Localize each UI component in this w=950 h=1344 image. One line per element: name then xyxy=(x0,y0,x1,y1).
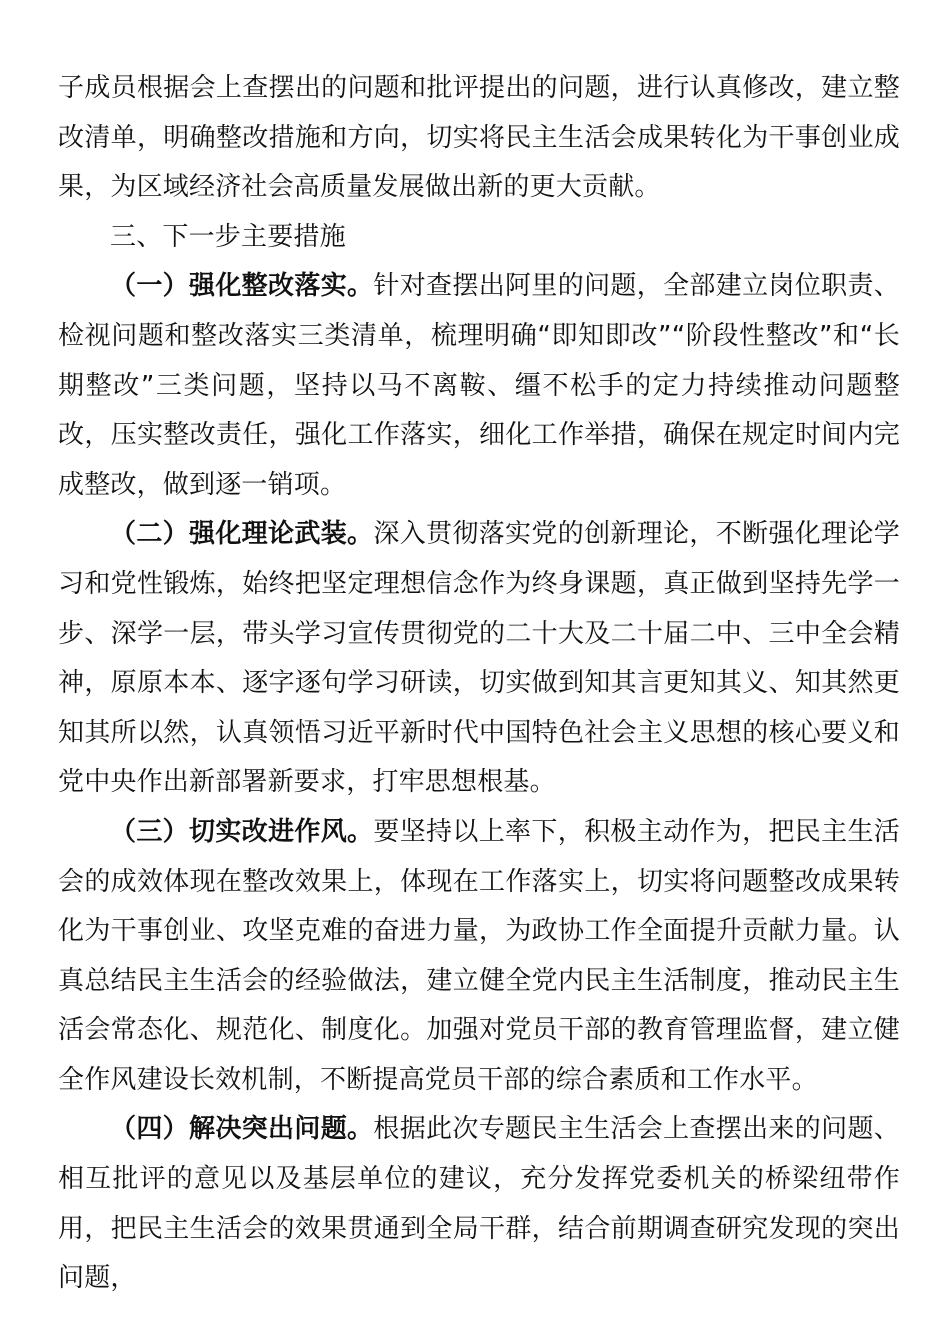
measure-heading-3: （三）切实改进作风。 xyxy=(110,816,374,847)
section-heading xyxy=(58,213,900,263)
measure-body-3: 要坚持以上率下，积极主动作为，把民主生活会的成效体现在整改效果上，体现在工作落实上，切实将问题整改成果转化为干事创业、攻坚克难的奋进力量，为政协工作全面提升贡献力量。认真总结民主生活会的经验做法，建立健全党内民主生活制度，推动民主生活会常态化、规范化、制度化。加强对党员干部的教育管理监督，建立健全作风建设长效机制，不断提高党员干部的综合素质和工作水平。 xyxy=(58,816,900,1095)
measure-body-1: 针对查摆出阿里的问题，全部建立岗位职责、检视问题和整改落实三类清单，梳理明确“即知即改”“阶段性整改”和“长期整改”三类问题，坚持以马不离鞍、缰不松手的定力持续推动问题整改，压实整改责任，强化工作落实，细化工作举措，确保在规定时间内完成整改，做到逐一销项。 xyxy=(58,271,900,500)
measure-heading-4: （四）解决突出问题。 xyxy=(110,1114,374,1145)
measure-body-4: 根据此次专题民主生活会上查摆出来的问题、相互批评的意见以及基层单位的建议，充分发挥党委机关的桥梁纽带作用，把民主生活会的效果贯通到全局干群，结合前期调查研究发现的突出问题， xyxy=(58,1114,900,1294)
measure-body-2: 深入贯彻落实党的创新理论，不断强化理论学习和党性锻炼，始终把坚定理想信念作为终身课题，真正做到坚持先学一步、深学一层，带头学习宣传贯彻党的二十大及二十届二中、三中全会精神，原原本本、逐字逐句学习研读，切实做到知其言更知其义、知其然更知其所以然，认真领悟习近平新时代中国特色社会主义思想的核心要义和党中央作出新部署新要求，打牢思想根基。 xyxy=(58,519,900,798)
measure-paragraph-3 xyxy=(58,808,900,1106)
section-heading-text: 三、下一步主要措施 xyxy=(110,221,346,252)
measure-heading-1: （一）强化整改落实。 xyxy=(110,271,374,302)
paragraph-text: 子成员根据会上查摆出的问题和批评提出的问题，进行认真修改，建立整改清单，明确整改措施和方向，切实将民主生活会成果转化为干事创业成果，为区域经济社会高质量发展做出新的更大贡献。 xyxy=(58,73,900,203)
measure-paragraph-1 xyxy=(58,262,900,510)
measure-paragraph-4 xyxy=(58,1105,900,1303)
document-page xyxy=(58,64,900,1304)
measure-paragraph-2 xyxy=(58,510,900,808)
measure-heading-2: （二）强化理论武装。 xyxy=(110,519,374,550)
paragraph-continuation xyxy=(58,64,900,213)
